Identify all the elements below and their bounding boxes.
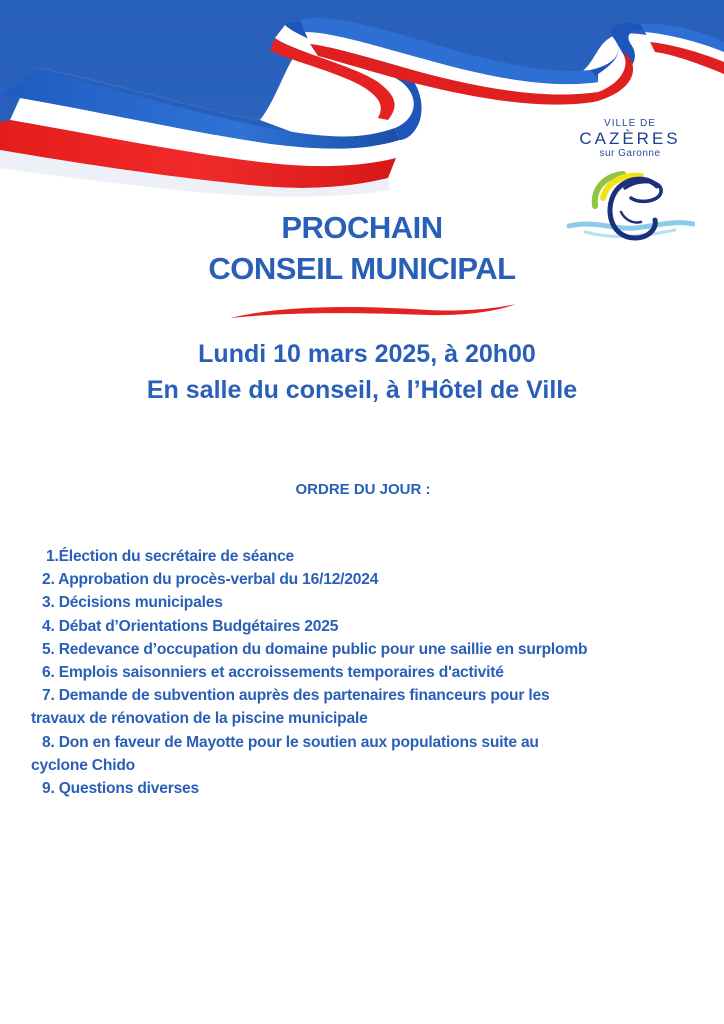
agenda-list xyxy=(33,545,723,800)
agenda-item-text: 5. Redevance d’occupation du domaine public pour une saillie en surplomb xyxy=(42,640,588,658)
agenda-item-text: 9. Questions diverses xyxy=(42,780,200,798)
event-date-time: Lundi 10 mars 2025, à 20h00 xyxy=(198,340,536,368)
agenda-item xyxy=(33,661,723,684)
agenda-item-text: 3. Décisions municipales xyxy=(42,594,223,612)
agenda-item-text: 7. Demande de subvention auprès des partenaires financeurs pour les xyxy=(42,687,550,705)
agenda-item xyxy=(33,615,723,638)
agenda-item xyxy=(33,591,723,614)
agenda-item-text: 2. Approbation du procès-verbal du 16/12/2024 xyxy=(42,571,379,589)
logo-sur-garonne: sur Garonne xyxy=(599,148,661,159)
event-location: En salle du conseil, à l’Hôtel de Ville xyxy=(146,376,578,404)
page-title-line2: CONSEIL MUNICIPAL xyxy=(208,251,516,286)
agenda-item-text: 1.Élection du secrétaire de séance xyxy=(46,548,295,565)
page-title-line1: PROCHAIN xyxy=(281,210,443,245)
agenda-item xyxy=(33,568,723,591)
agenda-item-continuation: cyclone Chido xyxy=(31,756,135,774)
logo-ville-de: VILLE DE xyxy=(604,118,656,129)
agenda-heading: ORDRE DU JOUR : xyxy=(295,481,431,498)
agenda-item xyxy=(33,731,723,754)
agenda-item-text: 8. Don en faveur de Mayotte pour le soutien aux populations suite au xyxy=(42,733,539,751)
agenda-item-text: 6. Emplois saisonniers et accroissements temporaires d'activité xyxy=(42,664,504,682)
agenda-item-text: 4. Débat d’Orientations Budgétaires 2025 xyxy=(42,617,339,635)
agenda-item xyxy=(33,684,723,707)
agenda-item-continuation: travaux de rénovation de la piscine municipale xyxy=(31,710,368,728)
agenda-item xyxy=(33,545,723,568)
agenda-item xyxy=(33,638,723,661)
logo-city-name: CAZÈRES xyxy=(579,129,681,148)
agenda-item xyxy=(33,777,723,800)
red-swoosh-divider xyxy=(228,302,518,322)
